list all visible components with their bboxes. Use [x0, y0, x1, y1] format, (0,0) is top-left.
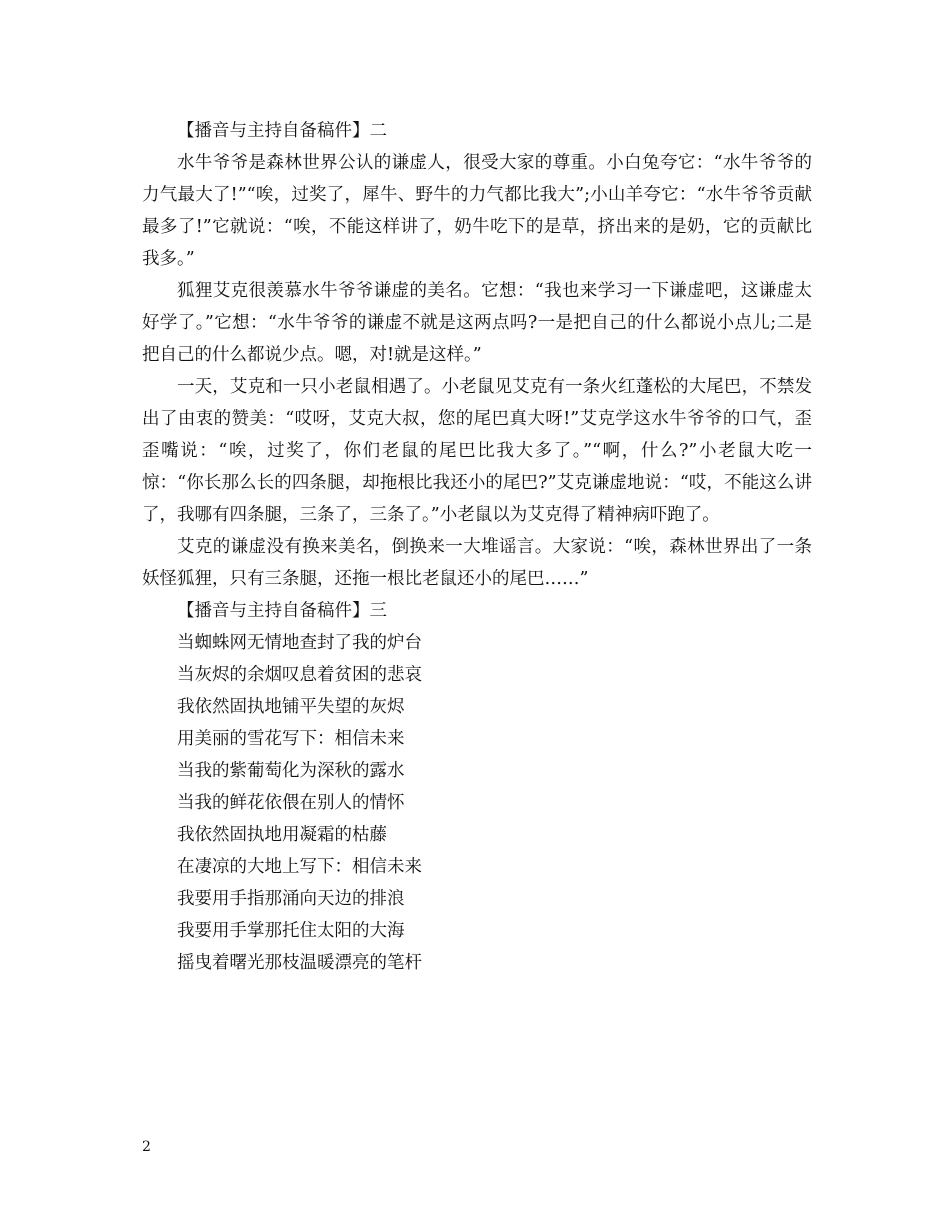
- poem: [142, 627, 812, 979]
- paragraph-1: 水牛爷爷是森林世界公认的谦虚人，很受大家的尊重。小白兔夸它：“水牛爷爷的力气最大了!”“唉，过奖了，犀牛、野牛的力气都比我大”;小山羊夸它：“水牛爷爷贡献最多了!”它就说：“唉，不能这样讲了，奶牛吃下的是草，挤出来的是奶，它的贡献比我多。”: [142, 153, 812, 269]
- document-body: [142, 115, 812, 979]
- poem-line: 摇曳着曙光那枝温暖漂亮的笔杆: [177, 953, 422, 973]
- poem-line: 在凄凉的大地上写下：相信未来: [177, 857, 422, 877]
- paragraph-3: 一天，艾克和一只小老鼠相遇了。小老鼠见艾克有一条火红蓬松的大尾巴，不禁发出了由衷的赞美：“哎呀，艾克大叔，您的尾巴真大呀!”艾克学这水牛爷爷的口气，歪歪嘴说：“唉，过奖了，你们老鼠的尾巴比我大多了。”“啊，什么?”小老鼠大吃一惊：“你长那么长的四条腿，却拖根比我还小的尾巴?”艾克谦虚地说：“哎，不能这么讲了，我哪有四条腿，三条了，三条了。”小老鼠以为艾克得了精神病吓跑了。: [142, 377, 812, 525]
- poem-line: 我依然固执地用凝霜的枯藤: [177, 825, 387, 845]
- paragraph-2: 狐狸艾克很羡慕水牛爷爷谦虚的美名。它想：“我也来学习一下谦虚吧，这谦虚太好学了。”它想：“水牛爷爷的谦虚不就是这两点吗?一是把自己的什么都说小点儿;二是把自己的什么都说少点。嗯，对!就是这样。”: [142, 281, 812, 365]
- poem-line: 当我的紫葡萄化为深秋的露水: [177, 761, 405, 781]
- page-number: 2: [142, 1139, 151, 1155]
- poem-line: 我依然固执地铺平失望的灰烬: [177, 697, 405, 717]
- poem-line: 当蜘蛛网无情地查封了我的炉台: [177, 633, 422, 653]
- section-heading-2: 【播音与主持自备稿件】二: [177, 121, 387, 141]
- paragraph-4: 艾克的谦虚没有换来美名，倒换来一大堆谣言。大家说：“唉，森林世界出了一条妖怪狐狸，只有三条腿，还拖一根比老鼠还小的尾巴……”: [142, 537, 812, 589]
- poem-line: 我要用手掌那托住太阳的大海: [177, 921, 405, 941]
- section-heading-3: 【播音与主持自备稿件】三: [177, 601, 387, 621]
- poem-line: 当我的鲜花依偎在别人的情怀: [177, 793, 405, 813]
- poem-line: 我要用手指那涌向天边的排浪: [177, 889, 405, 909]
- poem-line: 用美丽的雪花写下：相信未来: [177, 729, 405, 749]
- poem-line: 当灰烬的余烟叹息着贫困的悲哀: [177, 665, 422, 685]
